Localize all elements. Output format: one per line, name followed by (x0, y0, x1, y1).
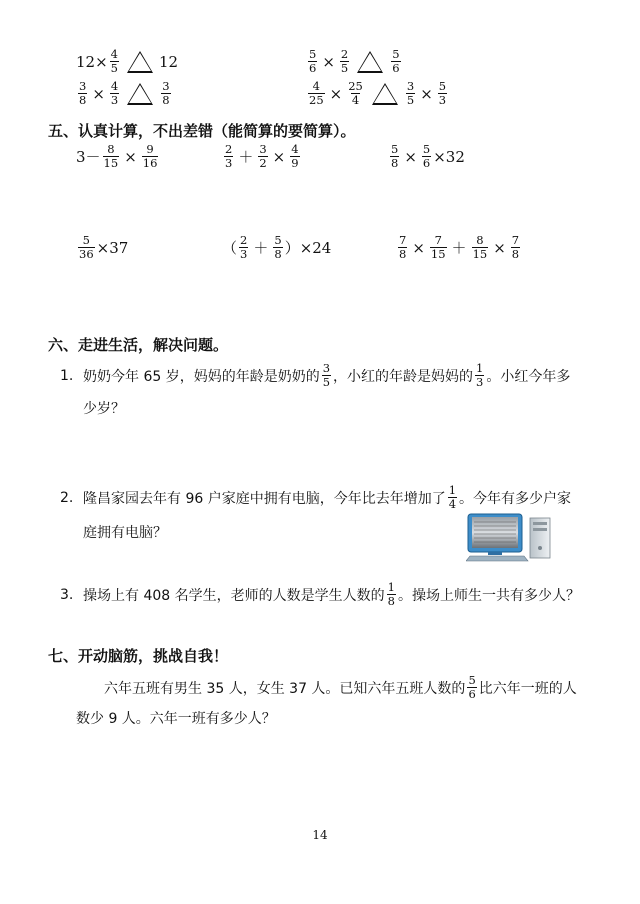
compare-row-1b: $\frac{5}{6}$ × $\frac{2}{5}$ $\frac{5}{6}$ (309, 47, 400, 75)
fraction: $\frac{5}{6}$ (468, 673, 476, 701)
fraction: $\frac{7}{8}$ (399, 233, 407, 261)
fraction: $\frac{4}{5}$ (110, 47, 118, 75)
question-2-line-2: 庭拥有电脑？ (83, 525, 167, 541)
calc-problem-2: $\frac{2}{3}$ ＋ $\frac{3}{2}$ × $\frac{4}{9}$ (225, 142, 299, 170)
fraction: $\frac{5}{6}$ (309, 47, 317, 75)
fraction: $\frac{25}{4}$ (348, 79, 363, 107)
section-7-heading: 七、开动脑筋，挑战自我！ (48, 647, 229, 665)
triangle-blank-icon (127, 51, 153, 73)
fraction: $\frac{4}{3}$ (110, 79, 119, 107)
compare-row-1a: 12× $\frac{4}{5}$ 12 (76, 47, 179, 75)
fraction: $\frac{7}{15}$ (430, 233, 446, 261)
fraction: $\frac{8}{15}$ (103, 142, 119, 170)
computer-icon (466, 512, 558, 562)
calc-problem-6: $\frac{7}{8}$ × $\frac{7}{15}$ ＋ $\frac{8}{15}$ × $\frac{7}{8}$ (399, 233, 520, 261)
page-number: 14 (312, 828, 328, 842)
fraction: $\frac{2}{5}$ (340, 47, 349, 75)
fraction: $\frac{5}{6}$ (422, 142, 431, 170)
fraction: $\frac{9}{16}$ (142, 142, 158, 170)
fraction: $\frac{2}{3}$ (225, 142, 233, 170)
compare-row-2a: $\frac{3}{8}$ × $\frac{4}{3}$ $\frac{3}{8}$ (79, 79, 170, 107)
fraction: $\frac{3}{8}$ (162, 79, 170, 107)
fraction: $\frac{8}{15}$ (472, 233, 488, 261)
fraction: $\frac{7}{8}$ (511, 233, 520, 261)
fraction: $\frac{1}{8}$ (387, 580, 395, 608)
question-1-line-2: 少岁？ (83, 401, 125, 417)
calc-problem-4: $\frac{5}{36}$ ×37 (79, 233, 129, 261)
fraction: $\frac{5}{8}$ (391, 142, 399, 170)
triangle-blank-icon (357, 51, 383, 73)
compare-row-2b: $\frac{4}{25}$ × $\frac{25}{4}$ $\frac{3}{5}$ × $\frac{5}{3}$ (309, 79, 447, 107)
section-5-heading: 五、认真计算，不出差错（能简算的要简算）。 (48, 122, 356, 140)
calc-problem-1: 3－ $\frac{8}{15}$ × $\frac{9}{16}$ (76, 142, 158, 170)
challenge-question-line-2: 数少 9 人。六年一班有多少人？ (76, 711, 276, 727)
question-1: 1. 奶奶今年 65 岁，妈妈的年龄是奶奶的 $\frac{3}{5}$ ，小红的年龄是妈妈的 $\frac{1}{3}$ 。小红今年多 (60, 361, 571, 389)
triangle-blank-icon (127, 83, 153, 105)
fraction: $\frac{1}{4}$ (448, 483, 457, 511)
fraction: $\frac{5}{36}$ (79, 233, 94, 261)
question-3: 3. 操场上有 408 名学生，老师的人数是学生人数的 $\frac{1}{8}$ 。操场上师生一共有多少人？ (60, 580, 580, 608)
question-2: 2. 隆昌家园去年有 96 户家庭中拥有电脑，今年比去年增加了 $\frac{1}{4}$ 。今年有多少户家 (60, 483, 572, 511)
fraction: $\frac{5}{6}$ (392, 47, 400, 75)
fraction: $\frac{4}{25}$ (309, 79, 324, 107)
section-6-heading: 六、走进生活，解决问题。 (48, 336, 229, 354)
fraction: $\frac{3}{8}$ (79, 79, 87, 107)
fraction: $\frac{2}{3}$ (240, 233, 248, 261)
calc-problem-5: （ $\frac{2}{3}$ ＋ $\frac{5}{8}$ ）×24 (222, 233, 332, 261)
fraction: $\frac{1}{3}$ (476, 361, 484, 389)
fraction: $\frac{3}{5}$ (406, 79, 415, 107)
challenge-question: 六年五班有男生 35 人，女生 37 人。已知六年五班人数的 $\frac{5}{6}$ 比六年一班的人 (104, 673, 577, 701)
fraction: $\frac{5}{3}$ (438, 79, 447, 107)
fraction: $\frac{3}{2}$ (259, 142, 267, 170)
calc-problem-3: $\frac{5}{8}$ × $\frac{5}{6}$ ×32 (391, 142, 465, 170)
fraction: $\frac{3}{5}$ (322, 361, 331, 389)
fraction: $\frac{4}{9}$ (291, 142, 299, 170)
triangle-blank-icon (372, 83, 398, 105)
fraction: $\frac{5}{8}$ (274, 233, 282, 261)
